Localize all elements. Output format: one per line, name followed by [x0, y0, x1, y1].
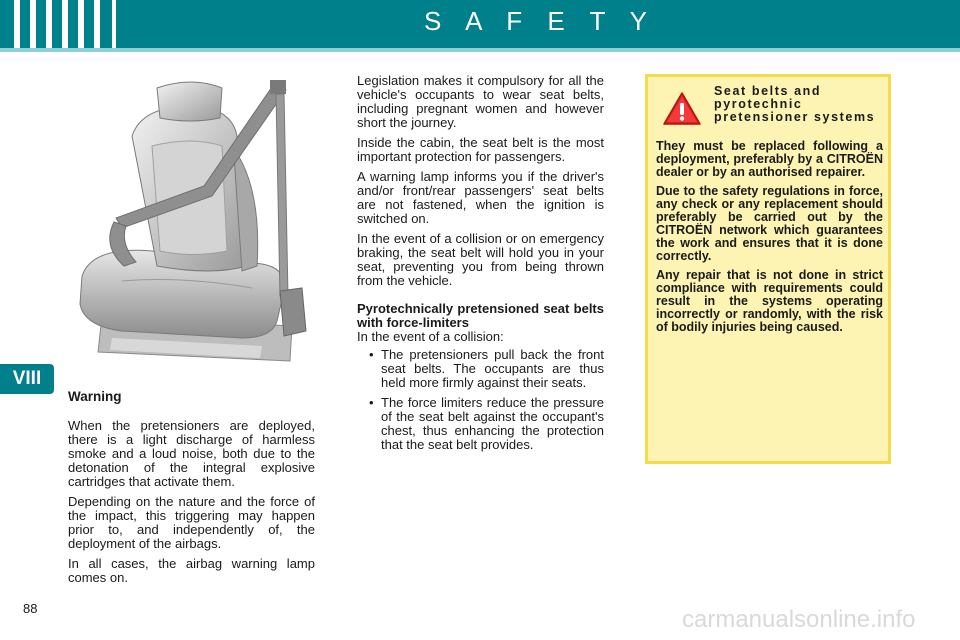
pretensioner-bullet-list: [357, 348, 604, 452]
page-title: S A F E T Y: [424, 6, 656, 36]
caution-paragraph: Due to the safety regulations in force, any check or any replacement should preferably be carried out by the CITROËN network which guarantees the work and ensures that it is done correctly.: [656, 184, 883, 263]
caution-box: [645, 74, 891, 464]
seat-belt-seat-illustration: [62, 76, 326, 376]
header-stripe: [30, 0, 36, 48]
warning-triangle-icon: [662, 91, 702, 127]
list-item: [357, 396, 604, 452]
collision-intro: In the event of a collision:: [357, 329, 504, 344]
header-bar: [0, 0, 960, 48]
body-paragraph: Inside the cabin, the seat belt is the most important protection for passengers.: [357, 135, 604, 164]
page-number: 88: [23, 601, 38, 616]
header-stripe: [62, 0, 68, 48]
bullet-text: The force limiters reduce the pressure of the seat belt against the occupant's chest, thus enhancing the protection that the seat belt provides.: [381, 395, 604, 452]
header-divider: [0, 48, 960, 52]
header-stripe: [14, 0, 20, 48]
caution-box-title: Seat belts and pyrotechnic pretensioner systems: [714, 84, 876, 124]
bullet-icon: •: [369, 395, 374, 410]
warning-paragraph: Depending on the nature and the force of the impact, this triggering may happen prior to, and independently of, the deployment of the airbags.: [68, 494, 315, 551]
list-item: [357, 348, 604, 390]
header-stripe: [94, 0, 100, 48]
body-paragraph: A warning lamp informs you if the driver's and/or front/rear passengers' seat belts are not fastened, when the ignition is switched on.: [357, 169, 604, 226]
header-stripe: [78, 0, 84, 48]
header-stripe: [112, 0, 116, 48]
main-text-column: [357, 74, 604, 458]
pretensioner-subheading: Pyrotechnically pretensioned seat belts with force-limiters: [357, 301, 604, 330]
caution-paragraph: They must be replaced following a deployment, preferably by a CITROËN dealer or by an authorised repairer.: [656, 139, 883, 179]
body-paragraph: In the event of a collision or on emergency braking, the seat belt will hold you in your seat, preventing you from being thrown from the vehicle.: [357, 231, 604, 288]
caution-box-text: [656, 140, 883, 340]
watermark: carmanualsonline.info: [682, 606, 916, 633]
bullet-icon: •: [369, 347, 374, 362]
warning-section: [68, 390, 315, 591]
warning-heading: Warning: [68, 389, 122, 404]
chapter-tab: VIII: [0, 364, 54, 394]
bullet-text: The pretensioners pull back the front seat belts. The occupants are thus held more firmly against their seats.: [381, 347, 604, 390]
caution-paragraph: Any repair that is not done in strict compliance with requirements could result in the systems operating incorrectly or randomly, with the risk of bodily injuries being caused.: [656, 268, 883, 334]
warning-paragraph: When the pretensioners are deployed, there is a light discharge of harmless smoke and a loud noise, both due to the detonation of the integral explosive cartridges that activate them.: [68, 418, 315, 489]
warning-paragraph: In all cases, the airbag warning lamp comes on.: [68, 556, 315, 585]
body-paragraph: Legislation makes it compulsory for all the vehicle's occupants to wear seat belts, including pregnant women and however short the journey.: [357, 73, 604, 130]
header-stripe: [46, 0, 52, 48]
